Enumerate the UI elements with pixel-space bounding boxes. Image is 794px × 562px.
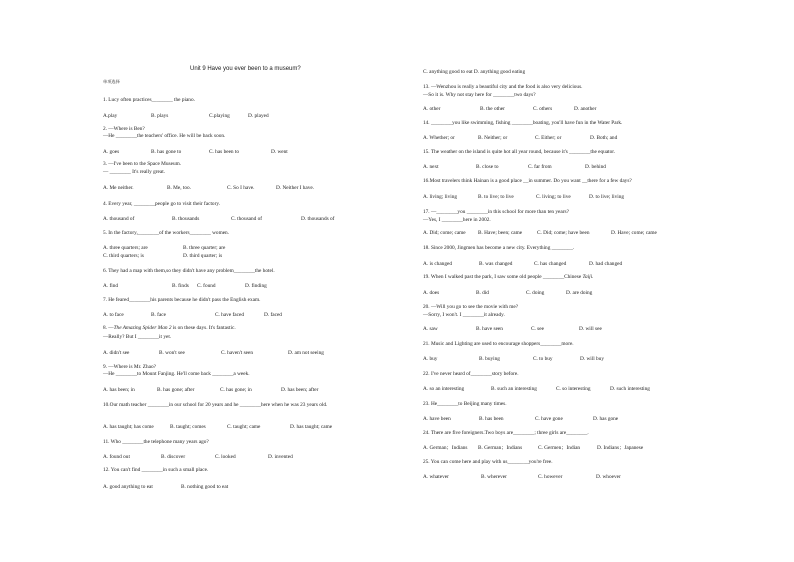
answer-option[interactable]: C. looked (215, 454, 236, 460)
answer-option[interactable]: C. see (531, 326, 544, 332)
answer-options (423, 445, 743, 451)
question-text: 25. You can come here and play with us________you're free. (423, 459, 553, 465)
question-text: 15. The weather on the island is quite hot all year round, because it's ________the equator. (423, 149, 616, 155)
answer-option[interactable]: D. has taught; came (290, 424, 333, 430)
answer-option[interactable]: C. others (533, 106, 553, 112)
answer-option[interactable]: C. far from (528, 164, 552, 170)
answer-option[interactable]: C. third quarters; is (103, 253, 144, 259)
answer-option[interactable]: D. whoever (596, 474, 621, 480)
answer-option[interactable]: B. nothing good to eat (181, 484, 229, 490)
question-dialogue-line: — ________ It's really great. (103, 169, 166, 175)
answer-option[interactable]: B. have seen (476, 326, 503, 332)
answer-option[interactable]: B. has gone to (151, 149, 182, 155)
answer-option[interactable]: C. to buy (533, 356, 553, 362)
answer-option[interactable]: C. Germen；Indian (538, 445, 581, 451)
answer-option[interactable]: A. next (423, 164, 439, 170)
answer-option[interactable]: A. whatever (423, 474, 449, 480)
question-text: 9. —Where is Mr. Zhao? (103, 364, 156, 370)
question-dialogue-line: —Yes, I ________here in 2002. (423, 217, 491, 223)
answer-option[interactable]: D. thousands of (301, 216, 335, 222)
question-text (103, 325, 236, 331)
answer-option[interactable]: C. living; to live (536, 194, 571, 200)
question-text: 17. —________you ________in this school for more than ten years? (423, 209, 569, 215)
answer-option[interactable]: A. Did; come; came (423, 230, 466, 236)
answer-option[interactable]: A. goes (103, 149, 120, 155)
answer-option[interactable]: A. Me neither. (103, 185, 134, 191)
answer-option[interactable]: B. Have; been; came (478, 230, 523, 236)
answer-option[interactable]: B. buying (479, 356, 500, 362)
answer-option[interactable]: A. didn't see (103, 350, 130, 356)
answer-option[interactable]: D. another (574, 106, 597, 112)
answer-options (103, 113, 403, 119)
answer-option[interactable]: C. So I have. (227, 185, 255, 191)
answer-options (423, 326, 743, 332)
answer-option[interactable]: D. played (248, 113, 269, 119)
answer-option[interactable]: C. haven't seen (221, 350, 253, 356)
question-text: 6. They had a map with them,so they didn't have any problem________the hotel. (103, 268, 275, 274)
question-text: 7. He feared________his parents because he didn't pass the English exam. (103, 297, 261, 303)
answer-options (103, 185, 403, 191)
question-text: 20. —Will you go to see the movie with me? (423, 304, 519, 310)
answer-option[interactable]: D. am not seeing (288, 350, 324, 356)
question-text: 16.Most travelers think Hainan is a good place __in summer. Do you want __there for a few days? (423, 178, 632, 184)
answer-option[interactable]: A. find (103, 283, 119, 289)
answer-options (423, 386, 743, 392)
answer-options (103, 253, 403, 259)
answer-option[interactable]: C. taught; came (227, 424, 261, 430)
question-text: 23. He________to Beijing many times. (423, 401, 507, 407)
answer-option[interactable]: D. has been; after (281, 387, 319, 393)
answer-option[interactable]: D. will buy (580, 356, 604, 362)
answer-option[interactable]: A. three quarters; are (103, 245, 148, 251)
answer-option[interactable]: D. went (271, 149, 288, 155)
answer-option[interactable]: D. Both; and (590, 135, 618, 141)
answer-option[interactable]: B. close to (476, 164, 499, 170)
answer-option[interactable]: C. so interesting (556, 386, 591, 392)
answer-option[interactable]: D. to live; living (589, 194, 625, 200)
answer-option[interactable]: A. Whether; or (423, 135, 455, 141)
answer-option[interactable]: A. good anything to eat (103, 484, 153, 490)
answer-option[interactable]: B. to live; to live (478, 194, 514, 200)
answer-option[interactable]: D. Neither I have. (276, 185, 315, 191)
answer-option[interactable]: B. has been (479, 416, 504, 422)
answer-option[interactable]: B. taught; comes (170, 424, 206, 430)
answer-option[interactable]: D. are doing (566, 290, 593, 296)
question-text: 10.Our math teacher ________in our school for 20 years and he ________here when he was 23 years old. (103, 402, 328, 408)
answer-option[interactable]: B. did (476, 290, 489, 296)
question-text: 13. —Wenzhou is really a beautiful city and the food is also very delicious. (423, 84, 583, 90)
answer-options (103, 424, 403, 430)
answer-option[interactable]: D. behind (585, 164, 606, 170)
answer-options (423, 290, 743, 296)
answer-option[interactable]: D. such interesting (610, 386, 650, 392)
answer-option[interactable]: B. wherever (481, 474, 507, 480)
question-dialogue-line: —So it is. Why not stay here for ________two days? (423, 92, 536, 98)
answer-option[interactable]: A. has taught; has come (103, 424, 154, 430)
answer-option[interactable]: C. has gone; in (220, 387, 252, 393)
answer-options (103, 149, 403, 155)
answer-option[interactable]: C. Either; or (535, 135, 562, 141)
answer-option[interactable]: D. has gone (593, 416, 619, 422)
answer-options (423, 194, 743, 200)
answer-options (103, 454, 403, 460)
answer-option[interactable]: A. does (423, 290, 440, 296)
question-text: 22. I've never heard of________story before. (423, 371, 519, 377)
answer-options (423, 416, 743, 422)
answer-option[interactable]: A. so an interesting (423, 386, 465, 392)
answer-option[interactable]: B. discover (161, 454, 186, 460)
answer-options (103, 216, 403, 222)
answer-option[interactable]: D. had changed (589, 261, 623, 267)
question-text: 14. ________you like swimming, fishing ________boating, you'll have fun in the Water Park. (423, 120, 623, 126)
answer-option[interactable]: C. Did; come; have been (537, 230, 590, 236)
question-text: 4. Every year, ________people go to visit their factory. (103, 201, 220, 207)
answer-option[interactable]: A. living; living (423, 194, 457, 200)
answer-options (103, 283, 403, 289)
question-text-end: is on these days. It's fantastic. (171, 325, 236, 331)
answer-options (103, 387, 403, 393)
answer-option[interactable]: D. Have; come; came (611, 230, 657, 236)
answer-option[interactable]: A. have been (423, 416, 451, 422)
question-dialogue-line: —He ________the teachers' office. He will be back soon. (103, 133, 226, 139)
answer-option[interactable]: C.playing (209, 113, 230, 119)
question-text-start: 19. When I walked past the park, I saw some old people ________Chinese (423, 274, 583, 280)
answer-option[interactable]: C. however (538, 474, 563, 480)
question-text: 12. You can't find ________in such a small place. (103, 467, 209, 473)
answer-option[interactable]: A. is changed (423, 261, 452, 267)
question-dialogue-line: —He ________to Mount Fanjing. He'll come back ________a week. (103, 371, 250, 377)
question-text: C. anything good to eat D. anything good eating (423, 69, 526, 75)
section-label: 单项选择 (103, 79, 120, 84)
answer-option[interactable]: A.play (103, 113, 118, 119)
answer-options (423, 356, 743, 362)
answer-option[interactable]: D. invented (268, 454, 293, 460)
answer-option[interactable]: A. buy (423, 356, 438, 362)
answer-option[interactable]: C. have gone (535, 416, 563, 422)
question-text (423, 274, 593, 280)
question-dialogue-line: —Sorry, I won't. I ________it already. (423, 312, 505, 318)
answer-option[interactable]: B. three quarter; are (183, 245, 226, 251)
answer-option[interactable]: B. Me, too. (167, 185, 191, 191)
answer-option[interactable]: C. has changed (534, 261, 567, 267)
answer-option[interactable]: D. third quarter; is (183, 253, 223, 259)
answer-option[interactable]: C. thousand of (231, 216, 263, 222)
answer-options (423, 261, 743, 267)
answer-options (423, 230, 743, 236)
answer-option[interactable]: B. face (151, 312, 166, 318)
answer-option[interactable]: A. thousand of (103, 216, 135, 222)
answer-options (103, 245, 403, 251)
question-text: 1. Lucy often practices________ the piano. (103, 97, 195, 103)
answer-option[interactable]: B. German；Indians (478, 445, 523, 451)
answer-option[interactable]: B. the other (480, 106, 505, 112)
question-text: 3. —I've been to the Space Museum. (103, 161, 182, 167)
question-text: 24. There are five foreigners.Two boys are________; three girls are________. (423, 430, 589, 436)
answer-option[interactable]: B. was changed (479, 261, 513, 267)
answer-option[interactable]: A. other (423, 106, 441, 112)
worksheet-title: Unit 9 Have you ever been to a museum? (190, 66, 301, 72)
answer-option[interactable]: B. Neither; or (478, 135, 508, 141)
answer-option[interactable]: A. found out (103, 454, 130, 460)
answer-option[interactable]: C. have faced (215, 312, 244, 318)
answer-options (103, 312, 403, 318)
answer-option[interactable]: A. German；Indians (423, 445, 468, 451)
answer-option[interactable]: A. to face (103, 312, 124, 318)
answer-option[interactable]: B. finds (172, 283, 189, 289)
answer-option[interactable]: D. Indians；Japanese (597, 445, 644, 451)
answer-option[interactable]: B. thousands (172, 216, 200, 222)
answer-option[interactable]: B. has gone; after (157, 387, 195, 393)
question-text: 2. —Where is Ben? (103, 126, 145, 132)
answer-options (103, 350, 403, 356)
answer-options (423, 164, 743, 170)
answer-option[interactable]: C. has been to (209, 149, 240, 155)
answer-option[interactable]: A. saw (423, 326, 438, 332)
answer-option[interactable]: C. found (197, 283, 216, 289)
answer-option[interactable]: D. will see (579, 326, 602, 332)
answer-options (103, 484, 403, 490)
answer-option[interactable]: B. won't see (159, 350, 185, 356)
answer-options (423, 135, 743, 141)
answer-option[interactable]: A. has been; in (103, 387, 135, 393)
question-text: 18. Since 2000, Jingmen has become a new city. Everything ________. (423, 245, 575, 251)
answer-options (423, 474, 743, 480)
question-text-end: . (592, 274, 594, 280)
answer-option[interactable]: B. such an interesting (491, 386, 537, 392)
answer-option[interactable]: B. plays (151, 113, 169, 119)
question-text-start: 8. — (103, 325, 114, 331)
answer-option[interactable]: C. doing (526, 290, 545, 296)
question-text-italic: Taiji (582, 274, 593, 280)
answer-options (423, 106, 743, 112)
question-dialogue-line: —Really? But I ________it yet. (103, 334, 172, 340)
answer-option[interactable]: D. faced (264, 312, 282, 318)
question-text: 21. Music and Lighting are used to encourage shoppers________more. (423, 341, 574, 347)
question-text: 5. In the factory,________of the workers________ women. (103, 230, 230, 236)
question-text-italic: The Amazing Spider Man 2 (113, 325, 172, 331)
question-text: 11. Who ________the telephone many years ago? (103, 439, 209, 445)
answer-option[interactable]: D. finding (245, 283, 267, 289)
